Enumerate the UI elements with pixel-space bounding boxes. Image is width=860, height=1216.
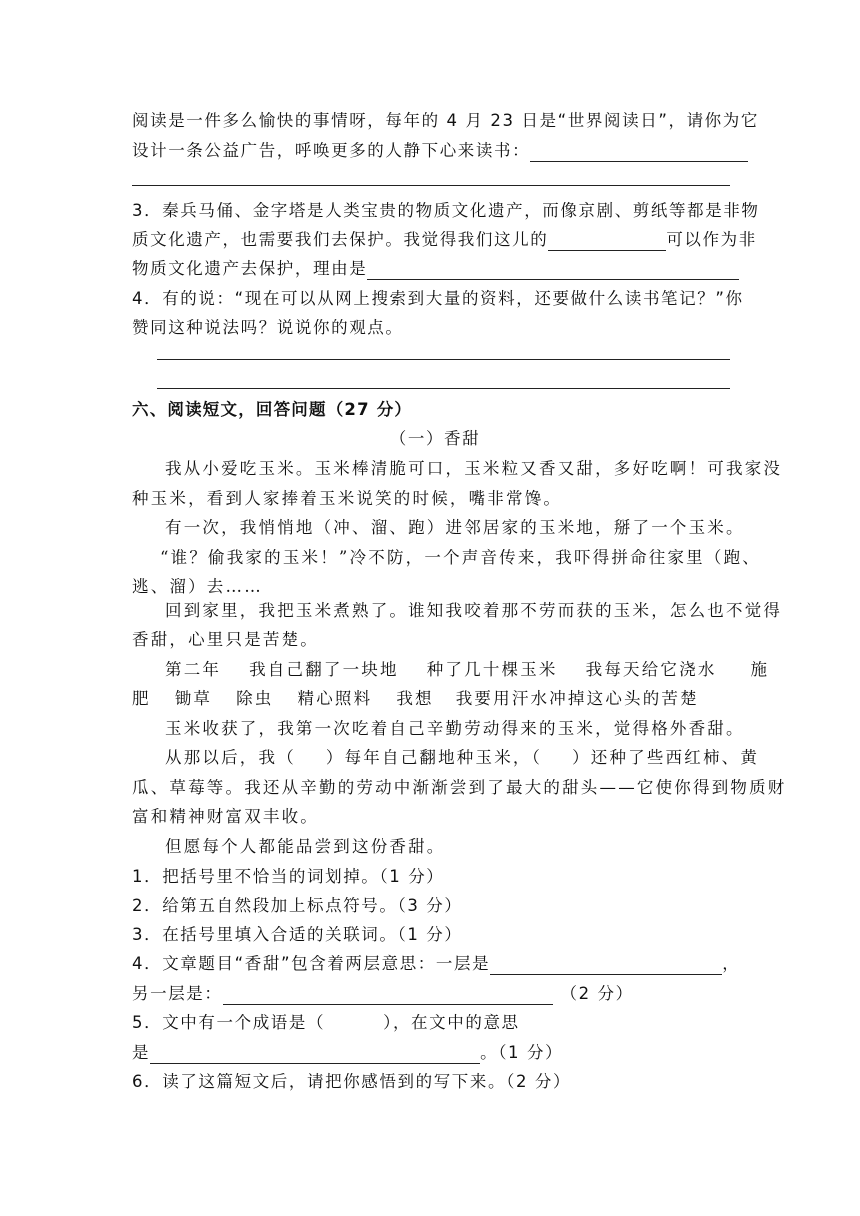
paragraph-line: 逃、溜）去…… bbox=[132, 577, 263, 596]
passage-title-text: （一）香甜 bbox=[389, 429, 481, 448]
answer-blank[interactable] bbox=[150, 1047, 480, 1064]
paragraph-line: 但愿每个人都能品尝到这份香甜。 bbox=[165, 837, 446, 856]
text-segment: 是 bbox=[132, 1043, 151, 1062]
text-line: 阅读是一件多么愉快的事情呀，每年的 4 月 23 日是“世界阅读日”，请你为它 bbox=[132, 111, 759, 130]
paragraph-line: 种玉米，看到人家捧着玉米说笑的时候，嘴非常馋。 bbox=[132, 489, 563, 508]
paragraph-line: 香甜，心里只是苦楚。 bbox=[132, 630, 319, 649]
text-segment: 从那以后，我（ bbox=[165, 748, 296, 767]
section-heading: 六、阅读短文，回答问题（27 分） bbox=[132, 400, 413, 419]
paragraph-line: 瓜、草莓等。我还从辛勤的劳动中渐渐尝到了最大的甜头——它使你得到物质财 bbox=[132, 778, 787, 797]
word: 我想 bbox=[396, 689, 434, 708]
text-segment: ），在文中的意思 bbox=[383, 1013, 520, 1032]
text-segment: 另一层是： bbox=[132, 984, 223, 1003]
text-line bbox=[132, 1042, 563, 1064]
question-3-reading: 3．在括号里填入合适的关联词。（1 分） bbox=[132, 925, 463, 944]
text-segment: 可以作为非 bbox=[666, 230, 757, 249]
question-3: 3．秦兵马俑、金字塔是人类宝贵的物质文化遗产，而像京剧、剪纸等都是非物 bbox=[132, 201, 760, 220]
paragraph-line: 有一次，我悄悄地（冲、溜、跑）进邻居家的玉米地，掰了一个玉米。 bbox=[165, 518, 745, 537]
answer-blank[interactable] bbox=[367, 263, 739, 280]
paragraph-line: 富和精神财富双丰收。 bbox=[132, 807, 319, 826]
paragraph-line: 我从小爱吃玉米。玉米棒清脆可口，玉米粒又香又甜，多好吃啊！可我家没 bbox=[165, 459, 783, 478]
text-segment: 质文化遗产，也需要我们去保护。我觉得我们这儿的 bbox=[132, 230, 549, 249]
answer-blank[interactable] bbox=[530, 145, 748, 162]
text-line bbox=[132, 983, 634, 1005]
text-line bbox=[132, 229, 757, 251]
text-segment: （2 分） bbox=[560, 984, 634, 1003]
answer-line[interactable] bbox=[157, 388, 730, 389]
text-segment: ， bbox=[722, 954, 741, 973]
question-6-reading: 6．读了这篇短文后，请把你感悟到的写下来。（2 分） bbox=[132, 1072, 572, 1091]
word: 第二年 bbox=[165, 660, 222, 679]
text-line bbox=[132, 258, 739, 280]
word: 种了几十棵玉米 bbox=[426, 660, 558, 679]
text-segment: 。（1 分） bbox=[480, 1043, 564, 1062]
paragraph-line: “谁？偷我家的玉米！”冷不防，一个声音传来，我吓得拼命往家里（跑、 bbox=[160, 548, 761, 567]
paragraph-line bbox=[132, 688, 699, 710]
text-segment: 设计一条公益广告，呼唤更多的人静下心来读书： bbox=[132, 141, 531, 160]
question-4-reading bbox=[132, 953, 740, 975]
word: 我每天给它浇水 bbox=[585, 660, 717, 679]
paragraph-line bbox=[165, 747, 759, 769]
question-4: 4．有的说：“现在可以从网上搜索到大量的资料，还要做什么读书笔记？”你 bbox=[132, 289, 744, 308]
answer-line[interactable] bbox=[157, 359, 730, 360]
word: 精心照料 bbox=[297, 689, 373, 708]
passage-title bbox=[0, 428, 860, 450]
answer-blank[interactable] bbox=[223, 988, 553, 1005]
answer-blank[interactable] bbox=[490, 958, 722, 975]
word: 锄草 bbox=[174, 689, 213, 708]
text-segment: 4．文章题目“香甜”包含着两层意思：一层是 bbox=[132, 954, 491, 973]
question-2: 2．给第五自然段加上标点符号。（3 分） bbox=[132, 896, 463, 915]
text-segment: ）每年自己翻地种玉米，（ bbox=[325, 748, 543, 767]
question-5-reading bbox=[132, 1012, 520, 1034]
answer-blank[interactable] bbox=[548, 234, 666, 251]
word: 施 bbox=[750, 660, 770, 679]
paragraph-line: 玉米收获了，我第一次吃着自己辛勤劳动得来的玉米，觉得格外香甜。 bbox=[165, 719, 745, 738]
text-line: 赞同这种说法吗？说说你的观点。 bbox=[132, 318, 404, 337]
answer-line[interactable] bbox=[132, 185, 730, 186]
question-1: 1．把括号里不恰当的词划掉。（1 分） bbox=[132, 867, 445, 886]
text-segment: ）还种了些西红柿、黄 bbox=[572, 748, 760, 767]
word: 我自己翻了一块地 bbox=[249, 660, 399, 679]
word: 肥 bbox=[132, 689, 151, 708]
text-segment: 物质文化遗产去保护，理由是 bbox=[132, 259, 368, 278]
text-segment: 5．文中有一个成语是（ bbox=[132, 1013, 326, 1032]
word: 我要用汗水冲掉这心头的苦楚 bbox=[455, 689, 699, 708]
paragraph-line bbox=[165, 659, 769, 681]
text-line bbox=[132, 140, 748, 162]
word: 除虫 bbox=[236, 689, 274, 708]
paragraph-line: 回到家里，我把玉米煮熟了。谁知我咬着那不劳而获的玉米，怎么也不觉得 bbox=[165, 601, 783, 620]
